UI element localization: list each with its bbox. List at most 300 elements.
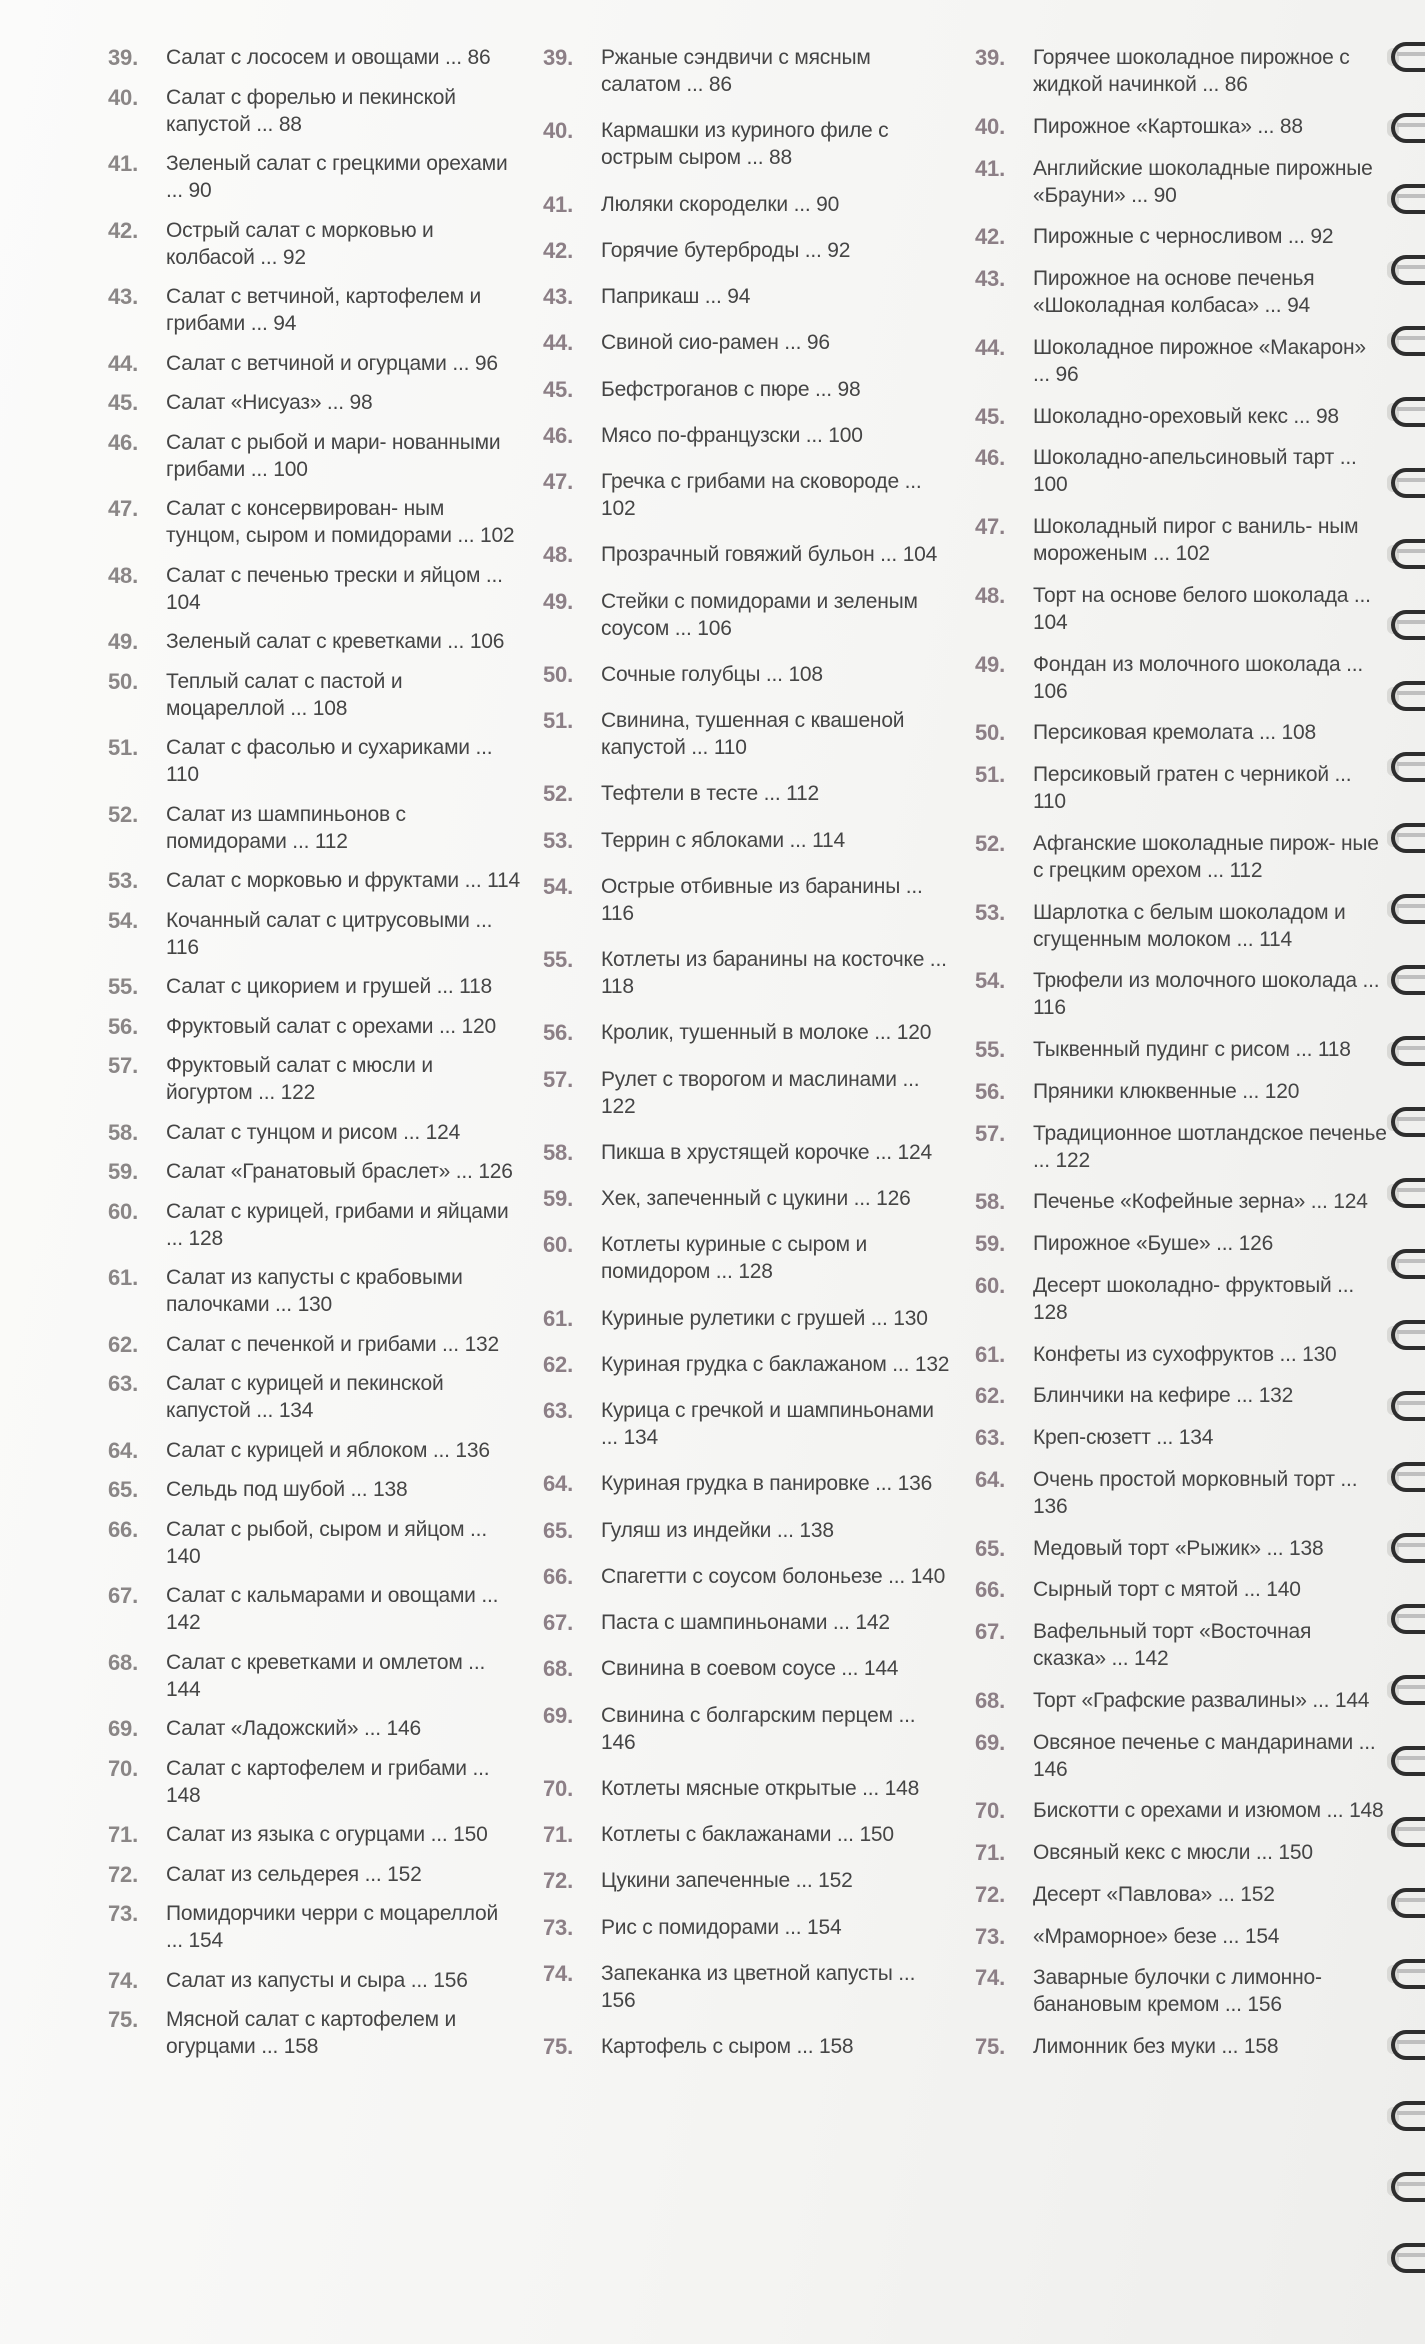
entry-title: Теплый салат с пастой и моцареллой ... 108 (166, 669, 403, 720)
binding-ring (1385, 1318, 1425, 1352)
entry-title: Бискотти с орехами и изюмом ... 148 (1033, 1799, 1384, 1823)
binding-wire (1391, 1320, 1425, 1350)
entry-title: Картофель с сыром ... 158 (601, 2035, 854, 2058)
binding-ring (1385, 2170, 1425, 2204)
entry-title: Салат с морковью и фруктами ... 114 (166, 869, 521, 892)
entry-number: 56. (975, 1078, 1005, 1104)
entry-number: 43. (108, 284, 138, 309)
binding-wire-shine (1397, 549, 1425, 553)
index-entry (967, 223, 1387, 250)
entry-title: Салат с печенью трески и яйцом ... 104 (166, 563, 503, 614)
entry-number: 59. (108, 1159, 138, 1184)
index-entry (535, 873, 955, 927)
index-entry (967, 967, 1387, 1021)
index-entry (535, 376, 955, 403)
binding-wire-shine (1397, 1685, 1425, 1689)
entry-title: Террин с яблоками ... 114 (601, 828, 845, 852)
entry-title: Курица с гречкой и шампиньонами ... 134 (601, 1399, 934, 1449)
entry-title: Трюфели из молочного шоколада ... 116 (1033, 969, 1380, 1020)
entry-number: 50. (543, 661, 573, 687)
index-entry (967, 1797, 1387, 1824)
binding-wire (1391, 1888, 1425, 1918)
index-entry (967, 1341, 1387, 1368)
entry-title: Рулет с творогом и маслинами ... 122 (601, 1067, 920, 1118)
entry-title: Креп-сюзетт ... 134 (1033, 1426, 1214, 1449)
index-entry (967, 1576, 1387, 1603)
entry-number: 51. (975, 762, 1005, 787)
binding-wire (1391, 2101, 1425, 2131)
binding-ring (1385, 253, 1425, 287)
index-entry (967, 265, 1387, 319)
entry-number: 41. (108, 151, 138, 176)
entry-title: Горячие бутерброды ... 92 (601, 238, 851, 262)
entry-number: 49. (108, 629, 138, 654)
index-entry (967, 44, 1387, 98)
entry-title: Запеканка из цветной капусты ... 156 (601, 1961, 916, 2012)
entry-title: Цукини запеченные ... 152 (601, 1869, 853, 1893)
entry-title: Котлеты из баранины на косточке ... 118 (601, 948, 947, 998)
binding-ring (1385, 2099, 1425, 2133)
entry-title: Салат с курицей, грибами и яйцами ... 128 (166, 1199, 509, 1250)
entry-title: Свиной сио-рамен ... 96 (601, 331, 830, 355)
index-entry (535, 329, 955, 356)
index-entry (535, 1351, 955, 1378)
binding-wire (1391, 1817, 1425, 1847)
entry-title: Пирожное «Картошка» ... 88 (1033, 114, 1303, 138)
binding-wire (1391, 1391, 1425, 1421)
entry-title: Гуляш из индейки ... 138 (601, 1518, 834, 1542)
index-entry (967, 1729, 1387, 1783)
entry-number: 67. (543, 1610, 573, 1635)
binding-ring (1385, 963, 1425, 997)
index-entry (100, 350, 520, 377)
binding-wire-shine (1397, 1543, 1425, 1547)
entry-number: 56. (108, 1013, 138, 1039)
entry-number: 70. (108, 1755, 138, 1781)
index-entry (967, 582, 1387, 636)
binding-wire (1391, 1036, 1425, 1066)
binding-ring (1385, 1886, 1425, 1920)
binding-wire (1391, 184, 1425, 214)
index-entry (967, 1535, 1387, 1562)
binding-ring (1385, 1673, 1425, 1707)
binding-wire-shine (1397, 1259, 1425, 1263)
entry-title: Медовый торт «Рыжик» ... 138 (1033, 1536, 1324, 1560)
binding-ring (1385, 182, 1425, 216)
entry-title: Торт «Графские развалины» ... 144 (1033, 1688, 1370, 1712)
binding-ring (1385, 2028, 1425, 2062)
entry-number: 65. (975, 1535, 1005, 1561)
binding-wire-shine (1397, 762, 1425, 766)
index-entry (535, 707, 955, 761)
entry-title: Зеленый салат с креветками ... 106 (166, 630, 505, 653)
entry-number: 43. (543, 284, 573, 309)
entry-number: 45. (975, 403, 1005, 429)
entry-title: Вафельный торт «Восточная сказка» ... 142 (1033, 1620, 1312, 1670)
entry-title: Традиционное шотландское печенье ... 122 (1033, 1121, 1387, 1172)
binding-wire (1391, 823, 1425, 853)
index-entry (535, 780, 955, 807)
index-entry (535, 44, 955, 98)
binding-wire (1391, 610, 1425, 640)
entry-number: 52. (543, 781, 573, 807)
binding-ring (1385, 1105, 1425, 1139)
index-entry (535, 2033, 955, 2060)
entry-number: 51. (108, 735, 138, 760)
entry-title: Куриная грудка с баклажаном ... 132 (601, 1352, 950, 1376)
entry-number: 43. (975, 266, 1005, 291)
binding-wire-shine (1397, 1472, 1425, 1476)
index-entry (535, 1960, 955, 2014)
index-entry (100, 2006, 520, 2060)
entry-title: Овсяное печенье с мандаринами ... 146 (1033, 1730, 1376, 1781)
index-entry (967, 1036, 1387, 1063)
index-entry (535, 1867, 955, 1894)
entry-number: 39. (975, 45, 1005, 70)
entry-title: Салат «Ладожский» ... 146 (166, 1717, 421, 1740)
binding-wire (1391, 1533, 1425, 1563)
entry-title: Салат с кальмарами и овощами ... 142 (166, 1584, 499, 1634)
binding-wire (1391, 894, 1425, 924)
entry-number: 49. (975, 651, 1005, 677)
binding-wire-shine (1397, 123, 1425, 127)
binding-wire (1391, 468, 1425, 498)
binding-wire-shine (1397, 1827, 1425, 1831)
entry-number: 57. (543, 1066, 573, 1092)
entry-number: 57. (108, 1053, 138, 1078)
entry-number: 62. (108, 1331, 138, 1357)
index-entry (535, 588, 955, 642)
binding-wire-shine (1397, 2253, 1425, 2257)
binding-ring (1385, 1815, 1425, 1849)
entry-number: 49. (543, 588, 573, 614)
index-entry (535, 946, 955, 1000)
entry-number: 69. (543, 1702, 573, 1728)
entry-title: Салат с фасолью и сухариками ... 110 (166, 736, 493, 786)
entry-title: Шарлотка с белым шоколадом и сгущенным молоком ... 114 (1033, 900, 1346, 951)
entry-number: 40. (543, 118, 573, 144)
index-entry (100, 1198, 520, 1252)
binding-wire (1391, 2172, 1425, 2202)
index-entry (535, 1066, 955, 1120)
entry-title: Салат с ветчиной, картофелем и грибами ... 94 (166, 285, 482, 335)
entry-number: 47. (543, 469, 573, 494)
binding-ring (1385, 1744, 1425, 1778)
entry-number: 74. (975, 1965, 1005, 1991)
binding-ring (1385, 1247, 1425, 1281)
binding-wire (1391, 2243, 1425, 2273)
binding-wire-shine (1397, 904, 1425, 908)
index-entry (967, 899, 1387, 953)
entry-number: 66. (975, 1577, 1005, 1603)
entry-number: 46. (108, 429, 138, 455)
entry-title: Ржаные сэндвичи с мясным салатом ... 86 (601, 46, 871, 96)
entry-title: Горячее шоколадное пирожное с жидкой начинкой ... 86 (1033, 46, 1350, 96)
index-entry (100, 44, 520, 71)
binding-ring (1385, 537, 1425, 571)
index-entry (967, 830, 1387, 884)
entry-title: Пряники клюквенные ... 120 (1033, 1079, 1300, 1103)
index-entry (967, 1881, 1387, 1908)
index-entry (100, 734, 520, 788)
binding-wire-shine (1397, 1401, 1425, 1405)
binding-ring (1385, 1034, 1425, 1068)
index-column-2 (535, 44, 955, 2060)
index-entry (100, 1158, 520, 1185)
entry-number: 65. (108, 1477, 138, 1502)
index-entry (535, 1655, 955, 1682)
binding-ring (1385, 2241, 1425, 2275)
entry-title: Салат из сельдерея ... 152 (166, 1862, 422, 1886)
entry-number: 71. (108, 1822, 138, 1847)
index-entry (100, 1582, 520, 1636)
entry-title: Салат с консервирован- ным тунцом, сыром и помидорами ... 102 (166, 497, 515, 547)
binding-wire-shine (1397, 1046, 1425, 1050)
index-entry (535, 468, 955, 522)
entry-title: Шоколадное пирожное «Макарон» ... 96 (1033, 335, 1366, 386)
index-entry (100, 1370, 520, 1424)
index-entry (967, 719, 1387, 746)
entry-title: Персиковая кремолата ... 108 (1033, 721, 1316, 745)
entry-title: Афганские шоколадные пирож- ные с грецким орехом ... 112 (1033, 831, 1379, 882)
entry-number: 70. (543, 1775, 573, 1801)
entry-title: Очень простой морковный торт ... 136 (1033, 1467, 1358, 1518)
index-entry (967, 444, 1387, 498)
binding-ring (1385, 1957, 1425, 1991)
entry-number: 63. (975, 1425, 1005, 1450)
entry-title: Сырный торт с мятой ... 140 (1033, 1578, 1301, 1602)
index-entry (100, 867, 520, 894)
index-entry (100, 217, 520, 271)
entry-number: 54. (108, 907, 138, 933)
entry-title: Мясо по-французски ... 100 (601, 423, 863, 447)
entry-number: 44. (108, 350, 138, 376)
binding-wire-shine (1397, 975, 1425, 979)
entry-number: 67. (108, 1583, 138, 1608)
entry-title: Куриная грудка в панировке ... 136 (601, 1472, 933, 1496)
entry-number: 75. (543, 2034, 573, 2059)
entry-title: Хек, запеченный с цукини ... 126 (601, 1187, 911, 1210)
entry-title: Печенье «Кофейные зерна» ... 124 (1033, 1190, 1368, 1214)
entry-number: 47. (108, 496, 138, 521)
entry-title: Шоколадно-апельсиновый тарт ... 100 (1033, 446, 1357, 497)
entry-title: «Мраморное» безе ... 154 (1033, 1924, 1280, 1948)
entry-title: Десерт «Павлова» ... 152 (1033, 1882, 1275, 1906)
entry-number: 41. (975, 155, 1005, 181)
entry-title: Салат из языка с огурцами ... 150 (166, 1823, 488, 1846)
index-entry (535, 1821, 955, 1848)
entry-title: Фондан из молочного шоколада ... 106 (1033, 652, 1364, 703)
index-entry (967, 651, 1387, 705)
binding-wire (1391, 2030, 1425, 2060)
binding-wire (1391, 681, 1425, 711)
index-entry (535, 191, 955, 218)
entry-title: Прозрачный говяжий бульон ... 104 (601, 543, 938, 567)
entry-number: 61. (108, 1265, 138, 1290)
index-entry (100, 1476, 520, 1503)
index-entry (100, 1900, 520, 1954)
binding-wire-shine (1397, 194, 1425, 198)
binding-wire (1391, 1959, 1425, 1989)
entry-title: Конфеты из сухофруктов ... 130 (1033, 1342, 1337, 1366)
index-entry (535, 827, 955, 854)
entry-number: 45. (543, 376, 573, 402)
binding-wire-shine (1397, 620, 1425, 624)
entry-title: Десерт шоколадно- фруктовый ... 128 (1033, 1273, 1355, 1324)
index-entry (100, 1715, 520, 1742)
entry-number: 69. (108, 1716, 138, 1741)
index-entry (535, 1139, 955, 1166)
entry-title: Английские шоколадные пирожные «Брауни» ... 90 (1033, 156, 1373, 207)
entry-title: Шоколадно-ореховый кекс ... 98 (1033, 404, 1339, 428)
entry-number: 53. (543, 827, 573, 853)
entry-number: 61. (543, 1305, 573, 1331)
index-column-1 (100, 44, 520, 2060)
binding-wire (1391, 965, 1425, 995)
index-entry (535, 1702, 955, 1756)
index-entry (535, 1185, 955, 1212)
spiral-binding (1375, 0, 1425, 2344)
index-entry (967, 1618, 1387, 1672)
index-entry (100, 1437, 520, 1464)
entry-title: Салат с лососем и овощами ... 86 (166, 46, 491, 69)
binding-wire-shine (1397, 833, 1425, 837)
index-entry (967, 1839, 1387, 1866)
entry-title: Сельдь под шубой ... 138 (166, 1478, 408, 1501)
entry-number: 60. (108, 1198, 138, 1224)
entry-number: 48. (975, 582, 1005, 608)
entry-title: Спагетти с соусом болоньезе ... 140 (601, 1564, 946, 1588)
entry-number: 56. (543, 1020, 573, 1046)
index-entry (100, 1331, 520, 1358)
index-entry (967, 155, 1387, 209)
entry-number: 44. (543, 330, 573, 356)
entry-title: Острые отбивные из баранины ... 116 (601, 874, 923, 925)
entry-number: 40. (108, 84, 138, 110)
index-entry (967, 761, 1387, 815)
index-entry (535, 1305, 955, 1332)
entry-number: 51. (543, 708, 573, 733)
entry-title: Фруктовый салат с орехами ... 120 (166, 1014, 496, 1038)
entry-title: Свинина с болгарским перцем ... 146 (601, 1703, 916, 1754)
index-entry (100, 1755, 520, 1809)
index-entry (100, 1861, 520, 1888)
binding-ring (1385, 892, 1425, 926)
entry-title: Пирожное на основе печенья «Шоколадная колбаса» ... 94 (1033, 267, 1315, 317)
entry-number: 62. (975, 1383, 1005, 1409)
entry-title: Салат из капусты и сыра ... 156 (166, 1968, 468, 1992)
entry-number: 39. (108, 45, 138, 70)
index-entry (535, 1775, 955, 1802)
index-entry (535, 1397, 955, 1451)
entry-title: Салат с печенкой и грибами ... 132 (166, 1332, 500, 1356)
entry-number: 75. (108, 2007, 138, 2032)
binding-ring (1385, 750, 1425, 784)
index-entry (535, 1470, 955, 1497)
binding-wire (1391, 1746, 1425, 1776)
binding-ring (1385, 1531, 1425, 1565)
entry-number: 50. (108, 668, 138, 694)
binding-ring (1385, 1176, 1425, 1210)
entry-number: 71. (975, 1840, 1005, 1865)
index-entry (967, 403, 1387, 430)
entry-number: 58. (975, 1189, 1005, 1215)
entry-title: Персиковый гратен с черникой ... 110 (1033, 763, 1352, 813)
entry-number: 58. (543, 1139, 573, 1165)
index-entry (100, 628, 520, 655)
binding-wire (1391, 42, 1425, 72)
entry-title: Пикша в хрустящей корочке ... 124 (601, 1140, 932, 1164)
entry-title: Заварные булочки с лимонно- банановым кремом ... 156 (1033, 1966, 1322, 2017)
binding-ring (1385, 608, 1425, 642)
entry-title: Салат с рыбой и мари- нованными грибами ... 100 (166, 430, 501, 481)
index-entry (967, 2033, 1387, 2060)
entry-title: Котлеты с баклажанами ... 150 (601, 1823, 894, 1846)
binding-wire (1391, 113, 1425, 143)
index-entry (100, 668, 520, 722)
entry-title: Рис с помидорами ... 154 (601, 1915, 842, 1939)
entry-title: Салат с курицей и яблоком ... 136 (166, 1438, 490, 1462)
binding-ring (1385, 1460, 1425, 1494)
index-entry (535, 1914, 955, 1941)
binding-ring (1385, 111, 1425, 145)
index-entry (100, 495, 520, 549)
index-entry (535, 1563, 955, 1590)
entry-number: 53. (108, 868, 138, 893)
binding-wire-shine (1397, 1188, 1425, 1192)
entry-title: Салат с ветчиной и огурцами ... 96 (166, 351, 498, 375)
index-entry (967, 113, 1387, 140)
entry-number: 63. (543, 1398, 573, 1423)
entry-title: Мясной салат с картофелем и огурцами ... 158 (166, 2008, 457, 2058)
entry-title: Салат с тунцом и рисом ... 124 (166, 1120, 461, 1144)
binding-wire-shine (1397, 1117, 1425, 1121)
entry-number: 61. (975, 1341, 1005, 1367)
index-entry (967, 1188, 1387, 1215)
index-entry (100, 1264, 520, 1318)
index-entry (967, 1687, 1387, 1714)
binding-wire-shine (1397, 2040, 1425, 2044)
entry-number: 41. (543, 191, 573, 217)
index-entry (535, 1609, 955, 1636)
index-entry (100, 562, 520, 616)
entry-number: 48. (543, 542, 573, 568)
binding-ring (1385, 40, 1425, 74)
binding-wire (1391, 255, 1425, 285)
entry-number: 55. (543, 947, 573, 972)
entry-title: Блинчики на кефире ... 132 (1033, 1384, 1294, 1408)
binding-ring (1385, 679, 1425, 713)
entry-title: Кармашки из куриного филе с острым сыром ... 88 (601, 119, 889, 170)
index-entry (535, 1019, 955, 1046)
binding-wire (1391, 1107, 1425, 1137)
index-entry (100, 1052, 520, 1106)
binding-wire (1391, 539, 1425, 569)
entry-number: 64. (975, 1466, 1005, 1492)
index-entry (967, 1466, 1387, 1520)
entry-title: Салат с курицей и пекинской капустой ... 134 (166, 1372, 444, 1422)
entry-number: 73. (975, 1923, 1005, 1949)
entry-number: 66. (543, 1563, 573, 1589)
binding-ring (1385, 1602, 1425, 1636)
index-entry (967, 334, 1387, 388)
entry-number: 52. (108, 801, 138, 827)
entry-number: 68. (108, 1649, 138, 1675)
entry-title: Салат с цикорием и грушей ... 118 (166, 975, 493, 998)
entry-number: 55. (975, 1037, 1005, 1062)
binding-wire (1391, 1462, 1425, 1492)
entry-number: 57. (975, 1120, 1005, 1146)
